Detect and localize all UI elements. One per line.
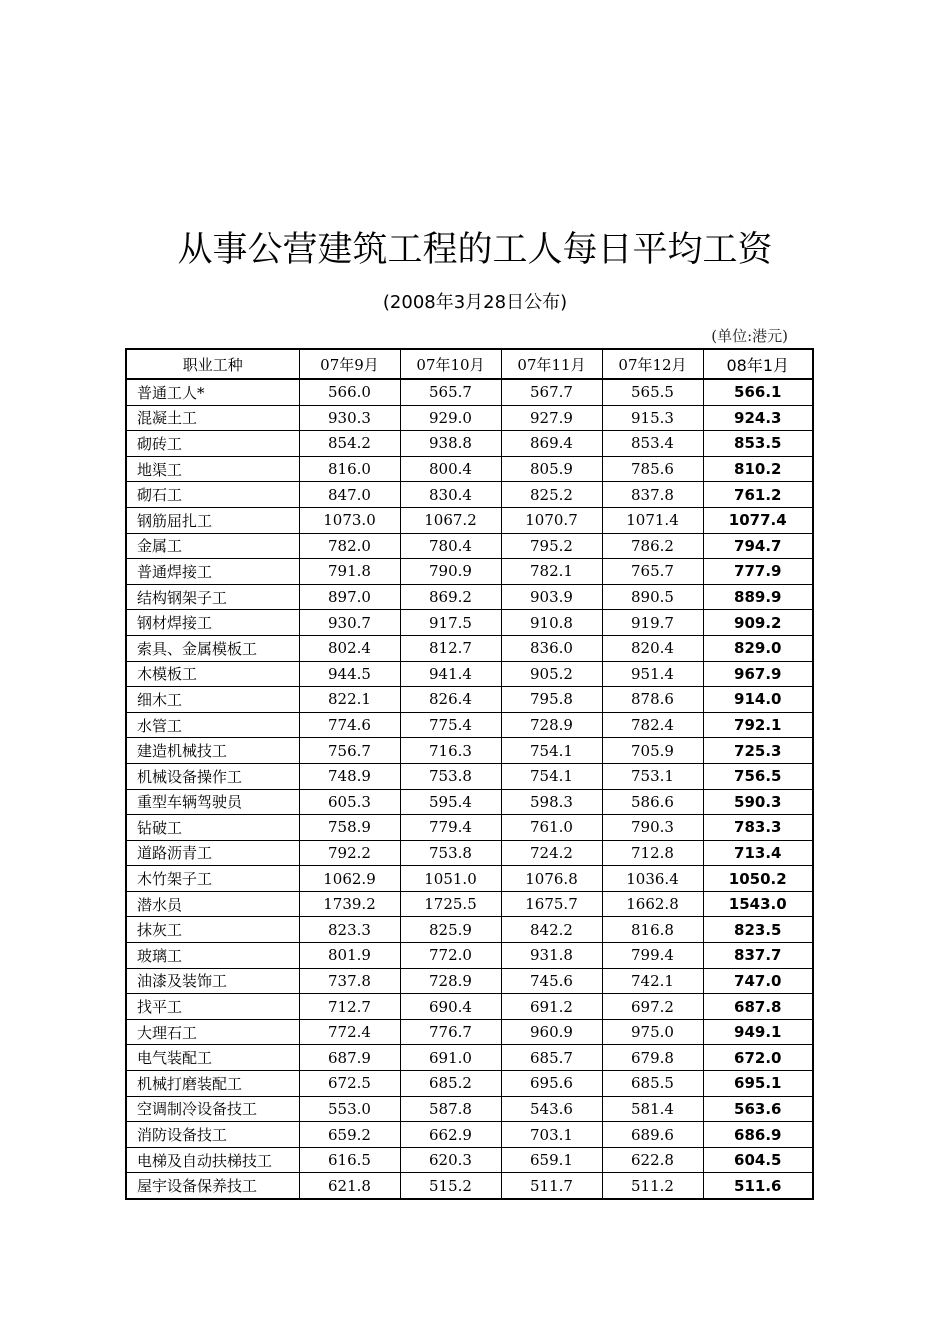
wage-cell: 697.2 xyxy=(602,994,703,1020)
occupation-cell: 油漆及装饰工 xyxy=(126,968,299,994)
table-row xyxy=(126,968,813,994)
table-body xyxy=(126,379,813,1199)
wage-cell: 1070.7 xyxy=(501,507,602,533)
wage-cell: 816.0 xyxy=(299,456,400,482)
wage-cell: 685.7 xyxy=(501,1045,602,1071)
wage-cell: 897.0 xyxy=(299,584,400,610)
wage-cell: 761.2 xyxy=(703,482,813,508)
table-header-row xyxy=(126,349,813,379)
wage-cell: 1073.0 xyxy=(299,507,400,533)
wage-cell: 938.8 xyxy=(400,431,501,457)
wage-cell: 776.7 xyxy=(400,1019,501,1045)
wage-cell: 779.4 xyxy=(400,815,501,841)
wage-cell: 1739.2 xyxy=(299,891,400,917)
column-header: 07年11月 xyxy=(501,349,602,379)
wage-cell: 836.0 xyxy=(501,635,602,661)
occupation-cell: 水管工 xyxy=(126,712,299,738)
occupation-cell: 混凝土工 xyxy=(126,405,299,431)
table-row xyxy=(126,763,813,789)
wage-cell: 854.2 xyxy=(299,431,400,457)
wage-cell: 967.9 xyxy=(703,661,813,687)
wage-cell: 587.8 xyxy=(400,1096,501,1122)
wage-cell: 754.1 xyxy=(501,763,602,789)
wage-cell: 853.5 xyxy=(703,431,813,457)
wage-cell: 1062.9 xyxy=(299,866,400,892)
wage-cell: 802.4 xyxy=(299,635,400,661)
wage-cell: 672.0 xyxy=(703,1045,813,1071)
table-row xyxy=(126,507,813,533)
wage-cell: 511.2 xyxy=(602,1173,703,1199)
column-header: 08年1月 xyxy=(703,349,813,379)
wage-cell: 915.3 xyxy=(602,405,703,431)
wage-cell: 931.8 xyxy=(501,943,602,969)
wage-cell: 910.8 xyxy=(501,610,602,636)
wage-cell: 713.4 xyxy=(703,840,813,866)
wage-cell: 800.4 xyxy=(400,456,501,482)
table-row xyxy=(126,635,813,661)
wage-cell: 659.1 xyxy=(501,1147,602,1173)
wage-cell: 780.4 xyxy=(400,533,501,559)
table-row xyxy=(126,917,813,943)
wage-cell: 816.8 xyxy=(602,917,703,943)
wage-cell: 927.9 xyxy=(501,405,602,431)
table-row xyxy=(126,1071,813,1097)
table-row xyxy=(126,533,813,559)
table-row xyxy=(126,891,813,917)
column-header: 07年10月 xyxy=(400,349,501,379)
occupation-cell: 地渠工 xyxy=(126,456,299,482)
wage-cell: 1076.8 xyxy=(501,866,602,892)
wage-cell: 812.7 xyxy=(400,635,501,661)
wage-cell: 687.9 xyxy=(299,1045,400,1071)
wage-cell: 605.3 xyxy=(299,789,400,815)
wage-cell: 869.4 xyxy=(501,431,602,457)
wage-cell: 691.0 xyxy=(400,1045,501,1071)
wage-cell: 725.3 xyxy=(703,738,813,764)
occupation-cell: 找平工 xyxy=(126,994,299,1020)
table-row xyxy=(126,610,813,636)
wage-cell: 825.2 xyxy=(501,482,602,508)
table-row xyxy=(126,379,813,405)
wage-cell: 842.2 xyxy=(501,917,602,943)
table-row xyxy=(126,1122,813,1148)
wage-cell: 716.3 xyxy=(400,738,501,764)
wage-cell: 543.6 xyxy=(501,1096,602,1122)
wage-cell: 511.7 xyxy=(501,1173,602,1199)
wage-cell: 772.4 xyxy=(299,1019,400,1045)
wage-cell: 777.9 xyxy=(703,559,813,585)
occupation-cell: 电梯及自动扶梯技工 xyxy=(126,1147,299,1173)
occupation-cell: 金属工 xyxy=(126,533,299,559)
wage-cell: 878.6 xyxy=(602,687,703,713)
wage-cell: 1543.0 xyxy=(703,891,813,917)
occupation-cell: 砌石工 xyxy=(126,482,299,508)
occupation-cell: 玻璃工 xyxy=(126,943,299,969)
wage-cell: 659.2 xyxy=(299,1122,400,1148)
occupation-cell: 普通焊接工 xyxy=(126,559,299,585)
wage-cell: 775.4 xyxy=(400,712,501,738)
wage-cell: 621.8 xyxy=(299,1173,400,1199)
wage-cell: 790.9 xyxy=(400,559,501,585)
page-title: 从事公营建筑工程的工人每日平均工资 xyxy=(177,230,773,270)
table-row xyxy=(126,866,813,892)
wage-cell: 869.2 xyxy=(400,584,501,610)
wage-cell: 687.8 xyxy=(703,994,813,1020)
wage-cell: 1071.4 xyxy=(602,507,703,533)
wage-cell: 826.4 xyxy=(400,687,501,713)
wage-cell: 795.2 xyxy=(501,533,602,559)
wage-cell: 930.3 xyxy=(299,405,400,431)
wage-cell: 792.1 xyxy=(703,712,813,738)
table-row xyxy=(126,738,813,764)
wage-cell: 758.9 xyxy=(299,815,400,841)
wage-cell: 586.6 xyxy=(602,789,703,815)
occupation-cell: 道路沥青工 xyxy=(126,840,299,866)
table-row xyxy=(126,1147,813,1173)
wage-cell: 703.1 xyxy=(501,1122,602,1148)
column-header: 职业工种 xyxy=(126,349,299,379)
wage-cell: 590.3 xyxy=(703,789,813,815)
wage-cell: 565.7 xyxy=(400,379,501,405)
wage-cell: 975.0 xyxy=(602,1019,703,1045)
column-header: 07年12月 xyxy=(602,349,703,379)
occupation-cell: 砌砖工 xyxy=(126,431,299,457)
wage-cell: 748.9 xyxy=(299,763,400,789)
wage-cell: 903.9 xyxy=(501,584,602,610)
occupation-cell: 细木工 xyxy=(126,687,299,713)
occupation-cell: 结构钢架子工 xyxy=(126,584,299,610)
table-row xyxy=(126,789,813,815)
wage-table xyxy=(125,348,814,1200)
wage-cell: 685.2 xyxy=(400,1071,501,1097)
wage-cell: 620.3 xyxy=(400,1147,501,1173)
wage-cell: 622.8 xyxy=(602,1147,703,1173)
wage-cell: 960.9 xyxy=(501,1019,602,1045)
table-row xyxy=(126,482,813,508)
table-row xyxy=(126,559,813,585)
wage-cell: 941.4 xyxy=(400,661,501,687)
wage-cell: 753.1 xyxy=(602,763,703,789)
wage-cell: 566.0 xyxy=(299,379,400,405)
occupation-cell: 潜水员 xyxy=(126,891,299,917)
wage-cell: 690.4 xyxy=(400,994,501,1020)
wage-cell: 685.5 xyxy=(602,1071,703,1097)
wage-cell: 1077.4 xyxy=(703,507,813,533)
table-row xyxy=(126,1019,813,1045)
wage-cell: 712.8 xyxy=(602,840,703,866)
wage-cell: 742.1 xyxy=(602,968,703,994)
wage-cell: 595.4 xyxy=(400,789,501,815)
occupation-cell: 普通工人* xyxy=(126,379,299,405)
unit-label: (单位:港元) xyxy=(711,327,788,345)
wage-cell: 604.5 xyxy=(703,1147,813,1173)
wage-cell: 753.8 xyxy=(400,840,501,866)
wage-cell: 782.0 xyxy=(299,533,400,559)
wage-cell: 772.0 xyxy=(400,943,501,969)
wage-cell: 837.8 xyxy=(602,482,703,508)
table-row xyxy=(126,456,813,482)
wage-cell: 745.6 xyxy=(501,968,602,994)
occupation-cell: 索具、金属模板工 xyxy=(126,635,299,661)
wage-cell: 951.4 xyxy=(602,661,703,687)
wage-cell: 823.3 xyxy=(299,917,400,943)
wage-cell: 1662.8 xyxy=(602,891,703,917)
wage-cell: 890.5 xyxy=(602,584,703,610)
wage-cell: 917.5 xyxy=(400,610,501,636)
wage-cell: 756.5 xyxy=(703,763,813,789)
wage-cell: 563.6 xyxy=(703,1096,813,1122)
table-row xyxy=(126,1173,813,1199)
wage-cell: 930.7 xyxy=(299,610,400,636)
wage-cell: 1675.7 xyxy=(501,891,602,917)
wage-cell: 786.2 xyxy=(602,533,703,559)
occupation-cell: 抹灰工 xyxy=(126,917,299,943)
wage-cell: 567.7 xyxy=(501,379,602,405)
occupation-cell: 钻破工 xyxy=(126,815,299,841)
wage-cell: 801.9 xyxy=(299,943,400,969)
wage-cell: 909.2 xyxy=(703,610,813,636)
wage-cell: 756.7 xyxy=(299,738,400,764)
occupation-cell: 空调制冷设备技工 xyxy=(126,1096,299,1122)
wage-cell: 565.5 xyxy=(602,379,703,405)
wage-cell: 765.7 xyxy=(602,559,703,585)
wage-cell: 905.2 xyxy=(501,661,602,687)
wage-cell: 598.3 xyxy=(501,789,602,815)
occupation-cell: 建造机械技工 xyxy=(126,738,299,764)
occupation-cell: 木竹架子工 xyxy=(126,866,299,892)
wage-cell: 822.1 xyxy=(299,687,400,713)
table-row xyxy=(126,661,813,687)
wage-cell: 672.5 xyxy=(299,1071,400,1097)
wage-cell: 679.8 xyxy=(602,1045,703,1071)
table-row xyxy=(126,994,813,1020)
table-row xyxy=(126,815,813,841)
wage-cell: 689.6 xyxy=(602,1122,703,1148)
occupation-cell: 钢材焊接工 xyxy=(126,610,299,636)
wage-cell: 853.4 xyxy=(602,431,703,457)
occupation-cell: 屋宇设备保养技工 xyxy=(126,1173,299,1199)
column-header: 07年9月 xyxy=(299,349,400,379)
wage-cell: 724.2 xyxy=(501,840,602,866)
wage-cell: 790.3 xyxy=(602,815,703,841)
wage-cell: 705.9 xyxy=(602,738,703,764)
wage-cell: 511.6 xyxy=(703,1173,813,1199)
wage-cell: 805.9 xyxy=(501,456,602,482)
wage-cell: 825.9 xyxy=(400,917,501,943)
table-row xyxy=(126,431,813,457)
occupation-cell: 电气装配工 xyxy=(126,1045,299,1071)
wage-cell: 695.6 xyxy=(501,1071,602,1097)
occupation-cell: 大理石工 xyxy=(126,1019,299,1045)
table-row xyxy=(126,584,813,610)
wage-cell: 791.8 xyxy=(299,559,400,585)
table-row xyxy=(126,840,813,866)
wage-cell: 581.4 xyxy=(602,1096,703,1122)
wage-cell: 810.2 xyxy=(703,456,813,482)
wage-cell: 929.0 xyxy=(400,405,501,431)
wage-cell: 794.7 xyxy=(703,533,813,559)
wage-cell: 782.4 xyxy=(602,712,703,738)
wage-cell: 774.6 xyxy=(299,712,400,738)
wage-cell: 737.8 xyxy=(299,968,400,994)
wage-cell: 847.0 xyxy=(299,482,400,508)
wage-cell: 785.6 xyxy=(602,456,703,482)
wage-cell: 919.7 xyxy=(602,610,703,636)
publish-date: (2008年3月28日公布) xyxy=(382,292,568,313)
wage-cell: 823.5 xyxy=(703,917,813,943)
occupation-cell: 消防设备技工 xyxy=(126,1122,299,1148)
occupation-cell: 重型车辆驾驶员 xyxy=(126,789,299,815)
wage-cell: 662.9 xyxy=(400,1122,501,1148)
table-row xyxy=(126,712,813,738)
wage-cell: 820.4 xyxy=(602,635,703,661)
wage-cell: 695.1 xyxy=(703,1071,813,1097)
wage-cell: 728.9 xyxy=(400,968,501,994)
wage-cell: 1725.5 xyxy=(400,891,501,917)
wage-cell: 712.7 xyxy=(299,994,400,1020)
occupation-cell: 木模板工 xyxy=(126,661,299,687)
wage-cell: 1051.0 xyxy=(400,866,501,892)
wage-cell: 837.7 xyxy=(703,943,813,969)
wage-cell: 949.1 xyxy=(703,1019,813,1045)
table-row xyxy=(126,1045,813,1071)
wage-cell: 515.2 xyxy=(400,1173,501,1199)
table-row xyxy=(126,687,813,713)
wage-cell: 747.0 xyxy=(703,968,813,994)
wage-cell: 944.5 xyxy=(299,661,400,687)
table-row xyxy=(126,943,813,969)
wage-cell: 566.1 xyxy=(703,379,813,405)
wage-cell: 691.2 xyxy=(501,994,602,1020)
wage-cell: 1067.2 xyxy=(400,507,501,533)
wage-cell: 792.2 xyxy=(299,840,400,866)
table-row xyxy=(126,405,813,431)
occupation-cell: 钢筋屈扎工 xyxy=(126,507,299,533)
wage-cell: 830.4 xyxy=(400,482,501,508)
wage-cell: 616.5 xyxy=(299,1147,400,1173)
wage-cell: 753.8 xyxy=(400,763,501,789)
wage-cell: 553.0 xyxy=(299,1096,400,1122)
wage-cell: 686.9 xyxy=(703,1122,813,1148)
wage-cell: 1050.2 xyxy=(703,866,813,892)
occupation-cell: 机械设备操作工 xyxy=(126,763,299,789)
wage-cell: 783.3 xyxy=(703,815,813,841)
wage-cell: 924.3 xyxy=(703,405,813,431)
occupation-cell: 机械打磨装配工 xyxy=(126,1071,299,1097)
table-row xyxy=(126,1096,813,1122)
wage-cell: 782.1 xyxy=(501,559,602,585)
wage-cell: 1036.4 xyxy=(602,866,703,892)
wage-cell: 728.9 xyxy=(501,712,602,738)
wage-cell: 829.0 xyxy=(703,635,813,661)
wage-cell: 754.1 xyxy=(501,738,602,764)
wage-cell: 799.4 xyxy=(602,943,703,969)
wage-cell: 795.8 xyxy=(501,687,602,713)
wage-cell: 889.9 xyxy=(703,584,813,610)
wage-cell: 761.0 xyxy=(501,815,602,841)
wage-cell: 914.0 xyxy=(703,687,813,713)
